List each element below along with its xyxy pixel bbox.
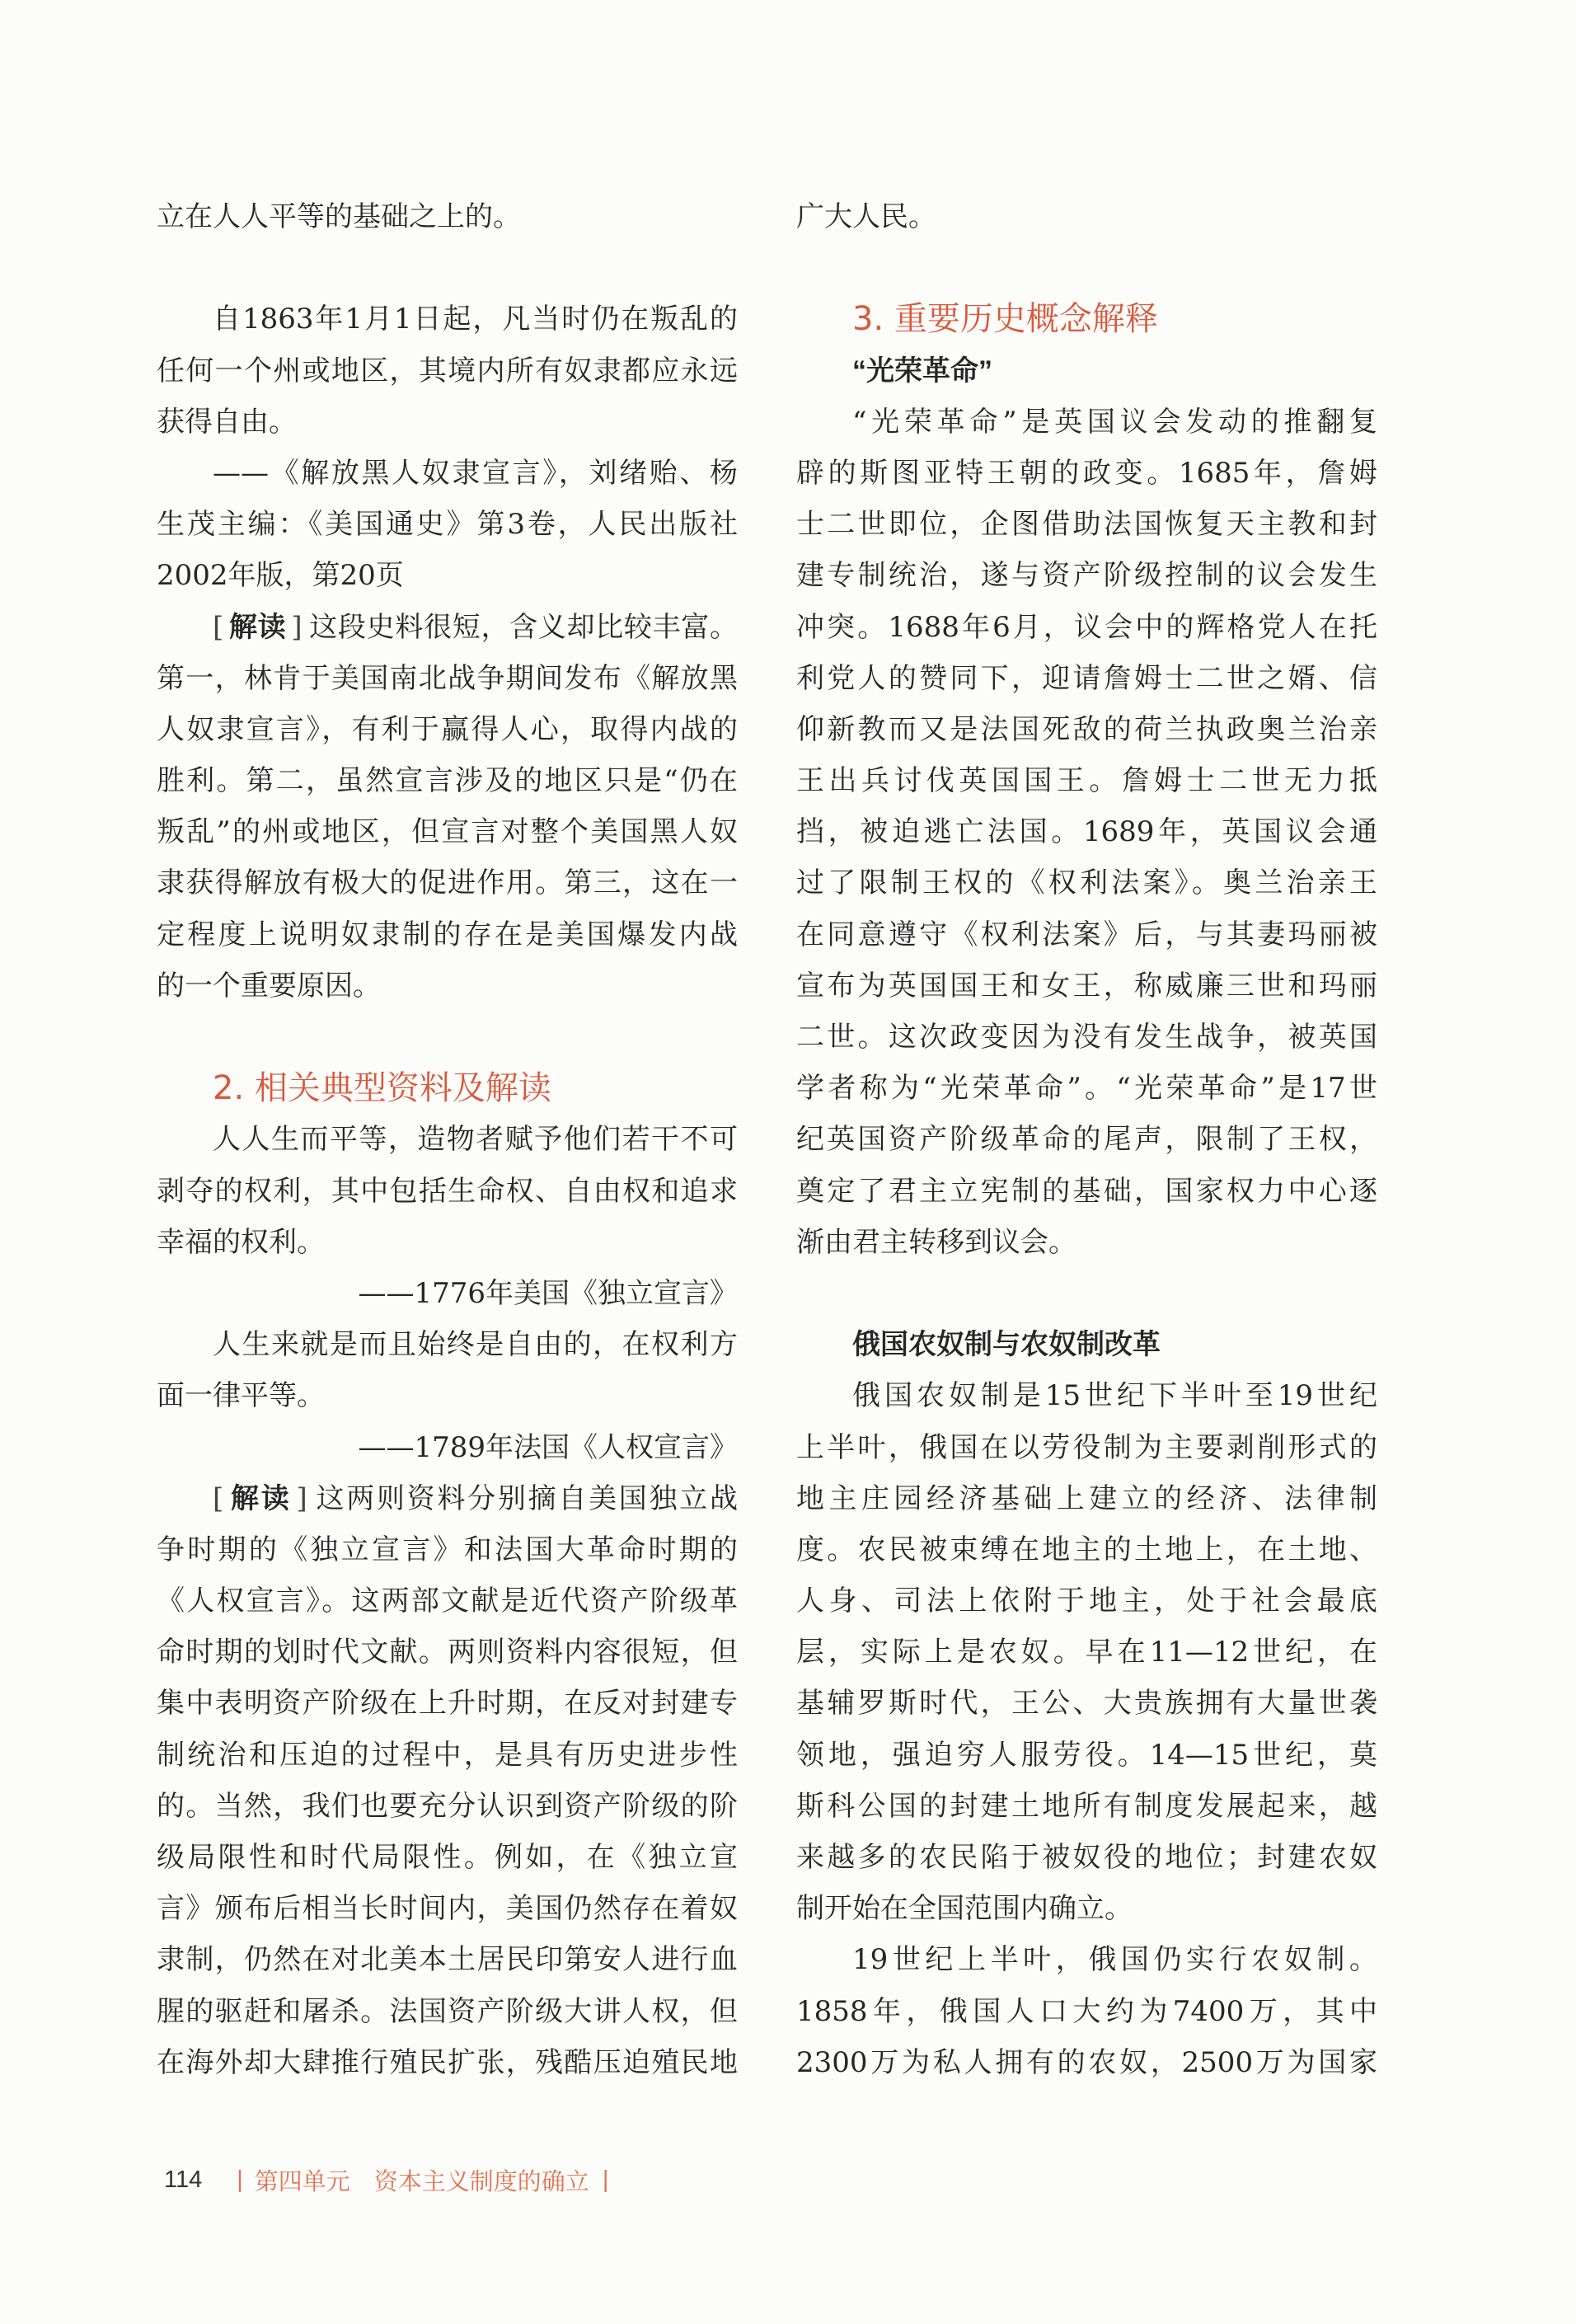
- quote-rights: [157, 1319, 738, 1473]
- quote-line: 获得自由。: [157, 405, 297, 439]
- concept-line: 领地，强迫穷人服劳役。14—15世纪，莫: [796, 1738, 1377, 1772]
- concept-line: 在同意遵守《权利法案》后，与其妻玛丽被: [796, 918, 1377, 951]
- concept-line: 基辅罗斯时代，王公、大贵族拥有大量世袭: [796, 1687, 1377, 1721]
- continuation-line: 立在人人平等的基础之上的。: [157, 200, 521, 233]
- section-heading: 2. 相关典型资料及解读: [213, 1069, 551, 1108]
- left-column: [157, 191, 738, 2088]
- interpretation-line: 隶获得解放有极大的促进作用。第三，这在一: [157, 866, 738, 900]
- blank-line: [157, 242, 738, 293]
- blank-line: [796, 242, 1377, 293]
- concept-title: “光荣革命”: [852, 354, 992, 387]
- interpretation-line: [157, 1473, 738, 1524]
- concept-line: 地主庄园经济基础上建立的经济、法律制: [796, 1481, 1377, 1515]
- page-footer: [164, 2162, 620, 2198]
- concept-line: 二世。这次政变因为没有发生战争，被英国: [796, 1021, 1377, 1054]
- unit-label: 第四单元: [254, 2168, 350, 2195]
- concept-line: 制开始在全国范围内确立。: [796, 1892, 1133, 1926]
- footer-separator: |: [602, 2166, 609, 2193]
- concept-line: 宣布为英国国王和女王，称威廉三世和玛丽: [796, 969, 1377, 1002]
- concept-line: 仰新教而又是法国死敌的荷兰执政奥兰治亲: [796, 712, 1377, 746]
- interpretation-line: 的。当然，我们也要充分认识到资产阶级的阶: [157, 1789, 738, 1823]
- interpretation-line: 《人权宣言》。这两部文献是近代资产阶级革: [157, 1585, 738, 1618]
- concept-line: 上半叶，俄国在以劳役制为主要剥削形式的: [796, 1430, 1377, 1464]
- concept-line: 过了限制王权的《权利法案》。奥兰治亲王: [796, 866, 1377, 900]
- label-bracket-open: [: [213, 610, 224, 644]
- glorious-revolution-entry: [796, 345, 1377, 1268]
- concept-line: 冲突。1688年6月，议会中的辉格党人在托: [796, 610, 1377, 644]
- concept-line: 挡，被迫逃亡法国。1689年，英国议会通: [796, 815, 1377, 849]
- interpretation-line: 言》颁布后相当长时间内，美国仍然存在着奴: [157, 1892, 738, 1926]
- label-bracket-close: ]: [291, 610, 303, 644]
- concept-line: 纪英国资产阶级革命的尾声，限制了王权，: [796, 1123, 1377, 1157]
- concept-line: 王出兵讨伐英国国王。詹姆士二世无力抵: [796, 764, 1377, 798]
- interpretation-text: 这段史料很短，含义却比较丰富。: [308, 610, 738, 644]
- concept-line: 俄国农奴制是15世纪下半叶至19世纪: [852, 1379, 1377, 1413]
- concept-line: 建专制统治，遂与资产阶级控制的议会发生: [796, 559, 1377, 593]
- quote-line: 任何一个州或地区，其境内所有奴隶都应永远: [157, 354, 738, 387]
- interpretation-line: 的一个重要原因。: [157, 969, 381, 1002]
- quote-source-line: ——1789年法国《人权宣言》: [358, 1430, 738, 1464]
- footer-separator: |: [237, 2166, 243, 2193]
- unit-title: 资本主义制度的确立: [373, 2168, 589, 2195]
- concept-line: 渐由君主转移到议会。: [796, 1225, 1076, 1259]
- concept-line: 层，实际上是农奴。早在11—12世纪，在: [796, 1636, 1377, 1669]
- quote-line: 幸福的权利。: [157, 1225, 325, 1259]
- concept-title: 俄国农奴制与农奴制改革: [852, 1329, 1161, 1361]
- quote-source-line: 2002年版，第20页: [157, 559, 404, 593]
- blank-line: [796, 1268, 1377, 1319]
- blank-line: [157, 1012, 738, 1063]
- interpretation-line: 腥的驱赶和屠杀。法国资产阶级大讲人权，但: [157, 1994, 738, 2028]
- concept-line: 辟的斯图亚特王朝的政变。1685年，詹姆: [796, 456, 1377, 490]
- interpretation-line: 第一，林肯于美国南北战争期间发布《解放黑: [157, 661, 738, 695]
- interpretation-2: [157, 1473, 738, 2088]
- interpretation-1: [157, 602, 738, 1012]
- interpretation-line: 胜利。第二，虽然宣言涉及的地区只是“仍在: [157, 764, 738, 798]
- concept-line: 斯科公国的封建土地所有制度发展起来，越: [796, 1789, 1377, 1823]
- interpretation-line: 叛乱”的州或地区，但宣言对整个美国黑人奴: [157, 815, 738, 849]
- quote-emancipation: [157, 293, 738, 601]
- concept-line: “光荣革命”是英国议会发动的推翻复: [852, 405, 1377, 439]
- quote-source-line: ——《解放黑人奴隶宣言》，刘绪贻、杨: [213, 456, 738, 490]
- interpretation-line: 制统治和压迫的过程中，是具有历史进步性: [157, 1738, 738, 1772]
- interpretation-line: 人奴隶宣言》，有利于赢得人心，取得内战的: [157, 712, 738, 746]
- quote-line: 人生来就是而且始终是自由的，在权利方: [213, 1328, 738, 1362]
- continuation-line: 广大人民。: [796, 200, 936, 233]
- interpretation-text: 这两则资料分别摘自美国独立战: [313, 1481, 739, 1515]
- concept-line: 2300万为私人拥有的农奴，2500万为国家: [796, 2045, 1377, 2079]
- quote-line: 剥夺的权利，其中包括生命权、自由权和追求: [157, 1174, 738, 1208]
- interpretation-line: 命时期的划时代文献。两则资料内容很短，但: [157, 1636, 738, 1669]
- quote-source-line: 生茂主编：《美国通史》第3卷，人民出版社: [157, 508, 738, 542]
- interpretation-line: 定程度上说明奴隶制的存在是美国爆发内战: [157, 918, 738, 951]
- quote-line: 人人生而平等，造物者赋予他们若干不可: [213, 1123, 738, 1157]
- concept-line: 学者称为“光荣革命”。“光荣革命”是17世: [796, 1072, 1377, 1106]
- quote-source-line: ——1776年美国《独立宣言》: [358, 1276, 738, 1310]
- concept-line: 利党人的赞同下，迎请詹姆士二世之婿、信: [796, 661, 1377, 695]
- quote-line: 面一律平等。: [157, 1379, 325, 1413]
- interpretation-line: 级局限性和时代局限性。例如，在《独立宣: [157, 1841, 738, 1874]
- label-bracket-close: ]: [296, 1481, 307, 1515]
- quote-line: 自1863年1月1日起，凡当时仍在叛乱的: [213, 303, 738, 336]
- concept-line: 人身、司法上依附于地主，处于社会最底: [796, 1585, 1377, 1618]
- interpretation-line: [157, 602, 738, 653]
- interpretation-label: 解读: [228, 1482, 292, 1514]
- page-number: 114: [164, 2166, 203, 2193]
- interpretation-line: 集中表明资产阶级在上升时期，在反对封建专: [157, 1687, 738, 1721]
- concept-line: 士二世即位，企图借助法国恢复天主教和封: [796, 508, 1377, 542]
- interpretation-line: 隶制，仍然在对北美本土居民印第安人进行血: [157, 1943, 738, 1977]
- concept-line: 度。农民被束缚在地主的土地上，在土地、: [796, 1533, 1377, 1566]
- concept-line: 19世纪上半叶，俄国仍实行农奴制。: [852, 1943, 1377, 1977]
- right-column: [796, 191, 1377, 2088]
- interpretation-line: 争时期的《独立宣言》和法国大革命时期的: [157, 1533, 738, 1566]
- russian-serfdom-entry: [796, 1319, 1377, 2088]
- concept-line: 1858年，俄国人口大约为7400万，其中: [796, 1994, 1377, 2028]
- quote-independence: [157, 1114, 738, 1319]
- concept-line: 来越多的农民陷于被奴役的地位；封建农奴: [796, 1841, 1377, 1874]
- interpretation-label: 解读: [228, 611, 287, 643]
- section-heading: 3. 重要历史概念解释: [852, 300, 1158, 339]
- concept-line: 奠定了君主立宪制的基础，国家权力中心逐: [796, 1174, 1377, 1208]
- label-bracket-open: [: [213, 1481, 224, 1515]
- interpretation-line: 在海外却大肆推行殖民扩张，残酷压迫殖民地: [157, 2045, 738, 2079]
